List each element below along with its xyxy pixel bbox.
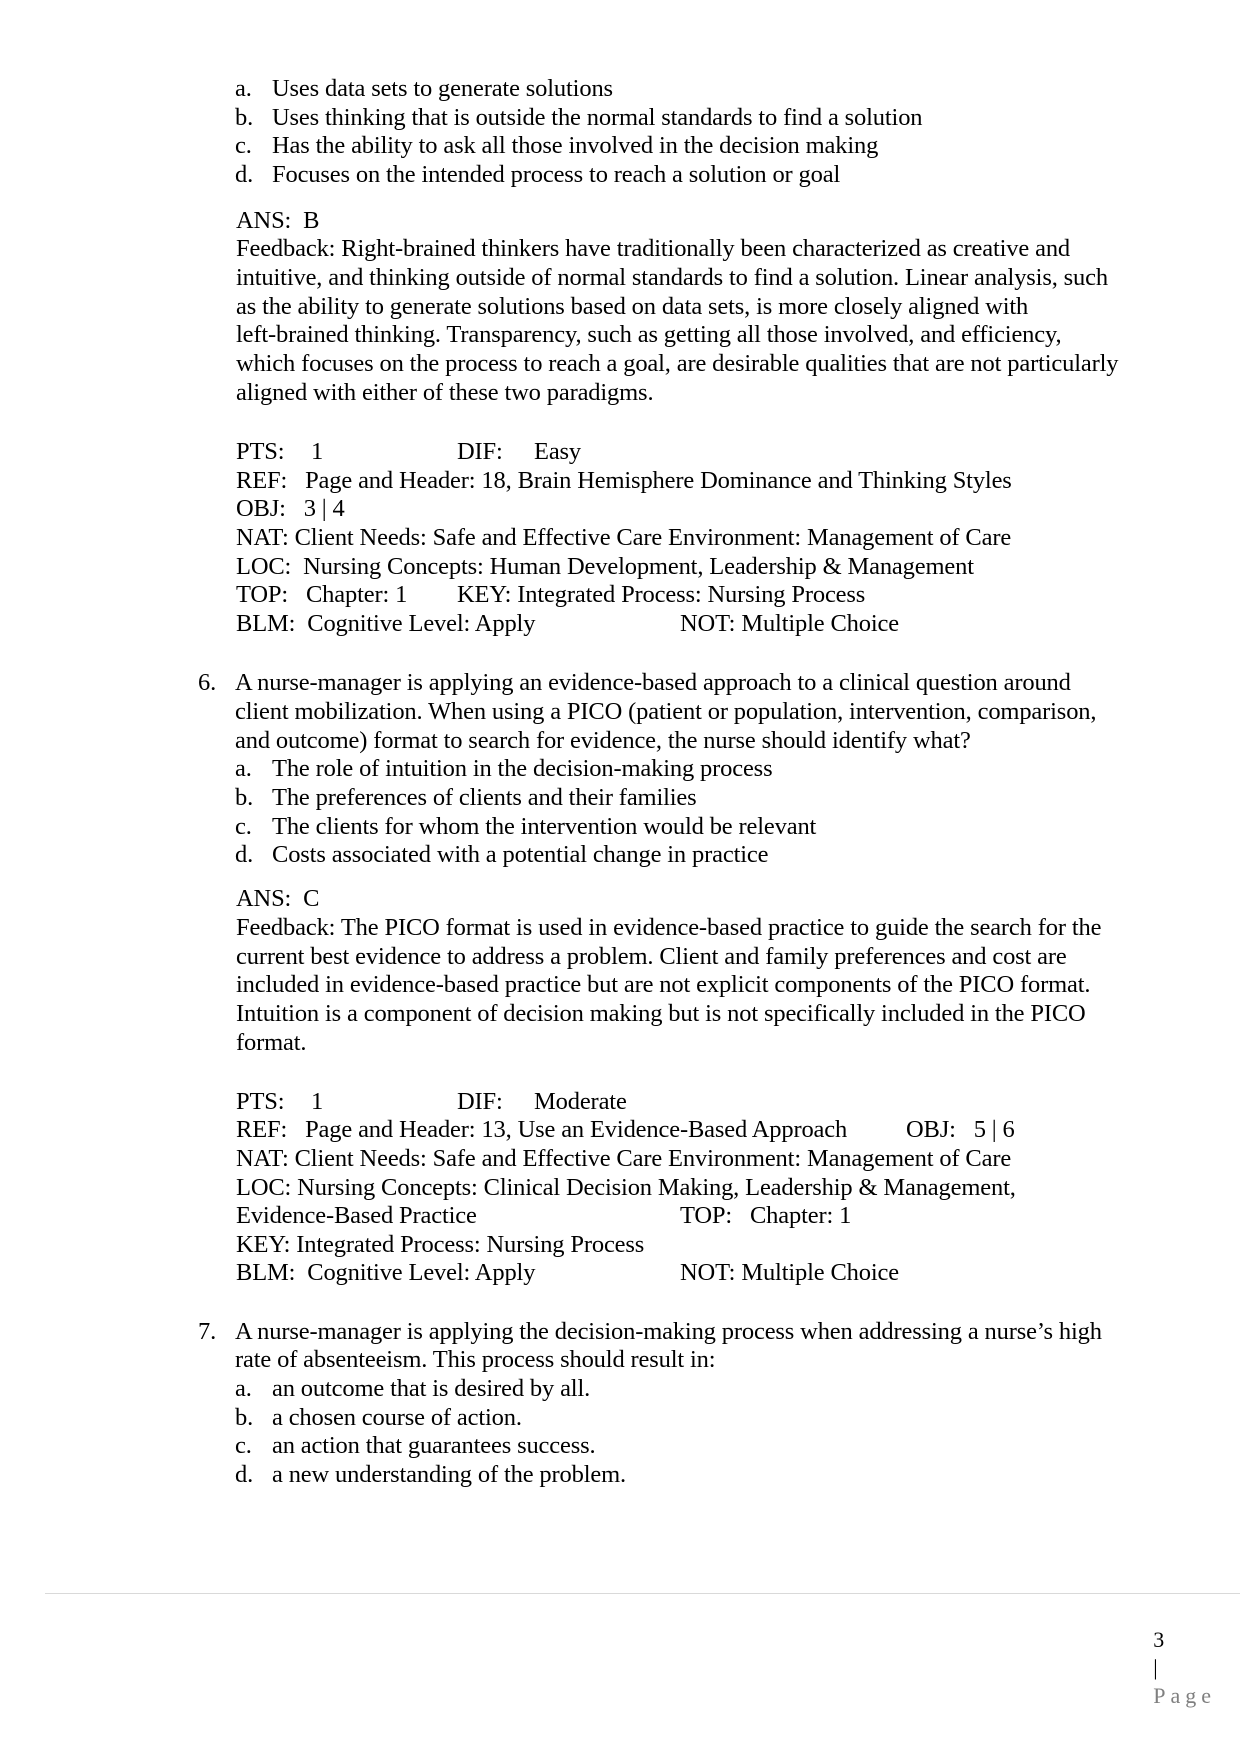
- loc-line: LOC: Nursing Concepts: Clinical Decision Making, Leadership & Management,: [236, 1174, 1016, 1201]
- obj-line: OBJ: 3 | 4: [236, 495, 345, 522]
- option-text: a new understanding of the problem.: [272, 1461, 626, 1488]
- option-letter: d.: [235, 161, 254, 188]
- option-letter: d.: [235, 841, 254, 868]
- feedback-line: Feedback: Right-brained thinkers have traditionally been characterized as creative and: [236, 235, 1071, 262]
- nat-line: NAT: Client Needs: Safe and Effective Care Environment: Management of Care: [236, 1145, 1012, 1172]
- answer-key: ANS: B: [236, 207, 320, 234]
- option-letter: d.: [235, 1461, 254, 1488]
- not-line: NOT: Multiple Choice: [680, 1259, 899, 1286]
- feedback-line: included in evidence-based practice but are not explicit components of the PICO format.: [236, 971, 1091, 998]
- top-line: TOP: Chapter: 1: [236, 581, 408, 608]
- feedback-line: which focuses on the process to reach a goal, are desirable qualities that are not particularly: [236, 350, 1119, 377]
- question-stem-line: client mobilization. When using a PICO (patient or population, intervention, comparison,: [235, 698, 1097, 725]
- option-text: Uses data sets to generate solutions: [272, 75, 613, 102]
- dif-label: DIF:: [457, 1088, 503, 1115]
- not-line: NOT: Multiple Choice: [680, 610, 899, 637]
- feedback-line: intuitive, and thinking outside of normal standards to find a solution. Linear analysis, such: [236, 264, 1108, 291]
- option-letter: c.: [235, 132, 252, 159]
- feedback-line: format.: [236, 1029, 307, 1056]
- obj-line: OBJ: 5 | 6: [906, 1116, 1015, 1143]
- dif-value: Moderate: [534, 1088, 627, 1115]
- footer-divider: [45, 1593, 1240, 1594]
- option-text: The preferences of clients and their families: [272, 784, 697, 811]
- option-letter: c.: [235, 813, 252, 840]
- feedback-line: as the ability to generate solutions based on data sets, is more closely aligned with: [236, 293, 1029, 320]
- option-letter: a.: [235, 755, 252, 782]
- option-letter: b.: [235, 784, 254, 811]
- loc-line: LOC: Nursing Concepts: Human Development, Leadership & Management: [236, 553, 974, 580]
- feedback-line: Intuition is a component of decision making but is not specifically included in the PICO: [236, 1000, 1086, 1027]
- key-line: KEY: Integrated Process: Nursing Process: [236, 1231, 645, 1258]
- option-text: a chosen course of action.: [272, 1404, 522, 1431]
- ref-line: REF: Page and Header: 13, Use an Evidence-Based Approach: [236, 1116, 848, 1143]
- option-letter: b.: [235, 1404, 254, 1431]
- page-separator: |: [1153, 1655, 1158, 1680]
- option-letter: a.: [235, 75, 252, 102]
- question-stem-line: A nurse-manager is applying the decision-making process when addressing a nurse’s high: [235, 1318, 1102, 1345]
- question-number: 7.: [198, 1318, 217, 1345]
- answer-key: ANS: C: [236, 885, 320, 912]
- option-text: The role of intuition in the decision-making process: [272, 755, 773, 782]
- pts-value: 1: [311, 438, 324, 465]
- option-text: Costs associated with a potential change in practice: [272, 841, 769, 868]
- option-text: Focuses on the intended process to reach a solution or goal: [272, 161, 841, 188]
- option-text: The clients for whom the intervention would be relevant: [272, 813, 817, 840]
- question-stem-line: A nurse-manager is applying an evidence-based approach to a clinical question around: [235, 669, 1071, 696]
- blm-line: BLM: Cognitive Level: Apply: [236, 610, 536, 637]
- dif-value: Easy: [534, 438, 582, 465]
- feedback-line: left-brained thinking. Transparency, such as getting all those involved, and efficiency,: [236, 321, 1062, 348]
- page-label: Page: [1153, 1683, 1216, 1708]
- option-text: an outcome that is desired by all.: [272, 1375, 591, 1402]
- page-number: 3: [1153, 1627, 1165, 1652]
- ref-line: REF: Page and Header: 18, Brain Hemisphere Dominance and Thinking Styles: [236, 467, 1012, 494]
- option-letter: b.: [235, 104, 254, 131]
- option-letter: c.: [235, 1432, 252, 1459]
- nat-line: NAT: Client Needs: Safe and Effective Care Environment: Management of Care: [236, 524, 1012, 551]
- top-line: TOP: Chapter: 1: [680, 1202, 852, 1229]
- key-line: KEY: Integrated Process: Nursing Process: [457, 581, 866, 608]
- question-stem-line: and outcome) format to search for evidence, the nurse should identify what?: [235, 727, 971, 754]
- pts-value: 1: [311, 1088, 324, 1115]
- page-number-footer: [1142, 1598, 1216, 1710]
- pts-label: PTS:: [236, 1088, 285, 1115]
- option-letter: a.: [235, 1375, 252, 1402]
- dif-label: DIF:: [457, 438, 503, 465]
- pts-label: PTS:: [236, 438, 285, 465]
- option-text: Has the ability to ask all those involved in the decision making: [272, 132, 879, 159]
- feedback-line: aligned with either of these two paradigms.: [236, 379, 654, 406]
- option-text: an action that guarantees success.: [272, 1432, 596, 1459]
- feedback-line: Feedback: The PICO format is used in evidence-based practice to guide the search for the: [236, 914, 1102, 941]
- question-stem-line: rate of absenteeism. This process should result in:: [235, 1346, 716, 1373]
- loc-line-continued: Evidence-Based Practice: [236, 1202, 477, 1229]
- blm-line: BLM: Cognitive Level: Apply: [236, 1259, 536, 1286]
- question-number: 6.: [198, 669, 217, 696]
- option-text: Uses thinking that is outside the normal standards to find a solution: [272, 104, 923, 131]
- feedback-line: current best evidence to address a problem. Client and family preferences and cost are: [236, 943, 1067, 970]
